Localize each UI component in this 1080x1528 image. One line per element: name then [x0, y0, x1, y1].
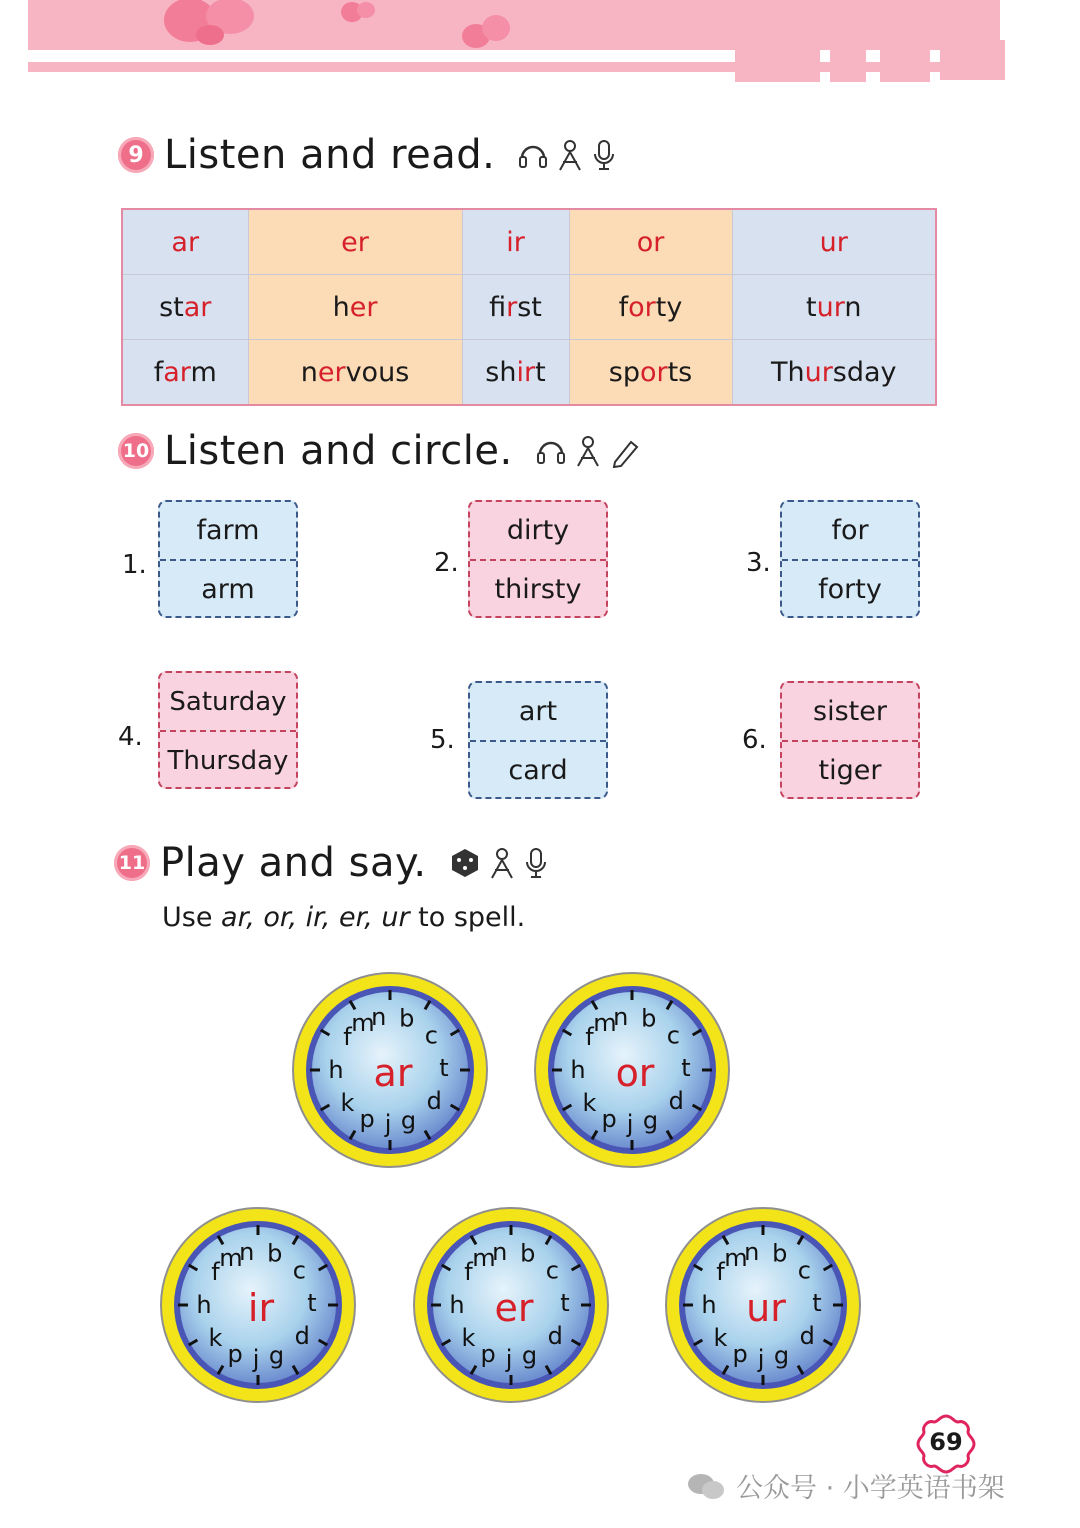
dial-letter: j: [626, 1109, 634, 1138]
dial-letter: m: [724, 1244, 748, 1273]
dial-letter: b: [520, 1239, 536, 1268]
section-9-heading: [118, 132, 617, 178]
choice-word[interactable]: sister: [782, 683, 918, 742]
clock-center-sound: ar: [373, 1051, 413, 1095]
dial-letter: j: [384, 1109, 392, 1138]
table-header-cell: or: [569, 209, 732, 275]
dial-letter: n: [492, 1238, 508, 1267]
choice-box: [158, 671, 298, 789]
table-header-cell: er: [248, 209, 462, 275]
dial-letter: p: [359, 1104, 375, 1133]
dial-letter: t: [812, 1289, 822, 1318]
table-cell: nervous: [248, 340, 462, 406]
instruction-text: Use ar, or, ir, er, ur to spell.: [162, 902, 526, 933]
dial-letter: g: [642, 1106, 659, 1135]
pencil-icon: [609, 434, 639, 468]
dial-letter: d: [668, 1086, 684, 1115]
dial-letter: k: [340, 1089, 355, 1118]
butterfly-icon: [456, 8, 516, 58]
choice-word[interactable]: for: [782, 502, 918, 561]
table-cell: sports: [569, 340, 732, 406]
table-cell: forty: [569, 275, 732, 340]
dial-letter: t: [681, 1054, 691, 1083]
clock-face: [532, 970, 732, 1170]
dial-letter: h: [449, 1291, 465, 1319]
choice-box: [468, 681, 608, 799]
section-title: Play and say.: [160, 840, 427, 886]
dial-letter: p: [227, 1339, 243, 1368]
dial-letter: t: [560, 1289, 570, 1318]
table-cell: turn: [732, 275, 936, 340]
clock-face: [290, 970, 490, 1170]
dial-letter: t: [307, 1289, 317, 1318]
section-number: 10: [118, 433, 154, 469]
watermark: [686, 1466, 1005, 1505]
dial-letter: g: [521, 1341, 538, 1370]
dial-letter: c: [666, 1021, 680, 1050]
choice-word[interactable]: forty: [818, 574, 882, 605]
dial-letter: c: [292, 1256, 306, 1285]
dial-letter: b: [772, 1239, 788, 1268]
choice-word[interactable]: Saturday: [160, 673, 296, 732]
choice-word[interactable]: dirty: [470, 502, 606, 561]
dial-letter: f: [464, 1257, 473, 1286]
dial-letter: h: [570, 1056, 586, 1084]
table-header-cell: ar: [122, 209, 248, 275]
dial-letter: f: [585, 1022, 594, 1051]
dial-letter: j: [505, 1344, 513, 1373]
dial-letter: k: [713, 1324, 728, 1353]
choice-word[interactable]: art: [470, 683, 606, 742]
dial-letter: n: [744, 1238, 760, 1267]
dial-letter: d: [426, 1086, 442, 1115]
dial-letter: c: [545, 1256, 559, 1285]
microphone-icon: [523, 846, 549, 880]
table-header-cell: ir: [462, 209, 569, 275]
dial-letter: n: [239, 1238, 255, 1267]
dial-letter: n: [371, 1003, 387, 1032]
table-header-cell: ur: [732, 209, 936, 275]
table-row: [122, 340, 936, 406]
banner-decoration: [880, 40, 930, 82]
dial-letter: n: [613, 1003, 629, 1032]
choice-box: [468, 500, 608, 618]
dial-letter: g: [773, 1341, 790, 1370]
clock-center-sound: or: [615, 1051, 655, 1095]
dial-letter: m: [219, 1244, 243, 1273]
choice-box: [158, 500, 298, 618]
dial-letter: h: [701, 1291, 717, 1319]
choice-word[interactable]: tiger: [818, 755, 882, 786]
section-number: 9: [118, 137, 154, 173]
table-cell: star: [122, 275, 248, 340]
dial-letter: b: [399, 1004, 415, 1033]
table-row: [122, 275, 936, 340]
clock-face: [663, 1205, 863, 1405]
clock-center-sound: ur: [746, 1286, 786, 1330]
choice-word[interactable]: arm: [201, 574, 255, 605]
dial-letter: h: [328, 1056, 344, 1084]
phonics-table: [121, 208, 937, 406]
dial-letter: j: [252, 1344, 260, 1373]
table-cell: Thursday: [732, 340, 936, 406]
butterfly-icon: [338, 0, 378, 30]
choice-word[interactable]: farm: [160, 502, 296, 561]
dice-icon: [449, 846, 481, 880]
dial-letter: c: [424, 1021, 438, 1050]
butterfly-icon: [155, 0, 265, 50]
dial-letter: g: [268, 1341, 285, 1370]
banner-decoration: [830, 36, 866, 82]
dial-letter: b: [641, 1004, 657, 1033]
choice-word[interactable]: Thursday: [167, 745, 289, 776]
spelling-clock[interactable]: [158, 1205, 358, 1405]
headphones-icon: [535, 434, 567, 468]
clock-center-sound: er: [494, 1286, 534, 1330]
microphone-icon: [591, 138, 617, 172]
spelling-clock[interactable]: [411, 1205, 611, 1405]
item-number: 2.: [434, 548, 459, 578]
dial-letter: m: [472, 1244, 496, 1273]
clock-face: [411, 1205, 611, 1405]
dial-letter: d: [294, 1321, 310, 1350]
item-number: 6.: [742, 725, 767, 755]
dial-letter: p: [601, 1104, 617, 1133]
dial-letter: j: [757, 1344, 765, 1373]
dial-letter: k: [208, 1324, 223, 1353]
dial-letter: m: [593, 1009, 617, 1038]
spelling-clock[interactable]: [290, 970, 490, 1170]
wechat-icon: [686, 1471, 726, 1501]
section-10-heading: [118, 428, 639, 474]
headphones-icon: [517, 138, 549, 172]
choice-box: [780, 500, 920, 618]
dial-letter: f: [343, 1022, 352, 1051]
dial-letter: f: [211, 1257, 220, 1286]
table-cell: shirt: [462, 340, 569, 406]
dial-letter: m: [351, 1009, 375, 1038]
choice-word[interactable]: thirsty: [494, 574, 582, 605]
item-number: 4.: [118, 722, 143, 752]
spelling-clock[interactable]: [663, 1205, 863, 1405]
dial-letter: g: [400, 1106, 417, 1135]
dial-letter: p: [732, 1339, 748, 1368]
clock-center-sound: ir: [247, 1286, 275, 1330]
activity-icons: [449, 846, 549, 880]
dial-letter: f: [716, 1257, 725, 1286]
page-number: 69: [929, 1428, 963, 1456]
table-cell: first: [462, 275, 569, 340]
table-cell: farm: [122, 340, 248, 406]
section-number: 11: [114, 845, 150, 881]
choice-box: [780, 681, 920, 799]
item-number: 3.: [746, 548, 771, 578]
banner-decoration: [735, 40, 820, 82]
activity-icons: [517, 138, 617, 172]
dial-letter: p: [480, 1339, 496, 1368]
dial-letter: k: [582, 1089, 597, 1118]
section-title: Listen and circle.: [164, 428, 513, 474]
clock-face: [158, 1205, 358, 1405]
dial-letter: k: [461, 1324, 476, 1353]
dial-letter: c: [797, 1256, 811, 1285]
dial-letter: d: [799, 1321, 815, 1350]
table-header-row: [122, 209, 936, 275]
item-number: 1.: [122, 550, 147, 580]
dial-letter: t: [439, 1054, 449, 1083]
banner-decoration: [940, 40, 1005, 80]
spelling-clock[interactable]: [532, 970, 732, 1170]
dial-letter: d: [547, 1321, 563, 1350]
choice-word[interactable]: card: [508, 755, 568, 786]
read-icon: [573, 434, 603, 468]
section-11-heading: [114, 840, 549, 886]
dial-letter: h: [196, 1291, 212, 1319]
item-number: 5.: [430, 725, 455, 755]
watermark-text: 公众号 · 小学英语书架: [736, 1473, 1005, 1504]
table-cell: her: [248, 275, 462, 340]
read-icon: [555, 138, 585, 172]
read-icon: [487, 846, 517, 880]
section-title: Listen and read.: [164, 132, 496, 178]
dial-letter: b: [267, 1239, 283, 1268]
activity-icons: [535, 434, 639, 468]
